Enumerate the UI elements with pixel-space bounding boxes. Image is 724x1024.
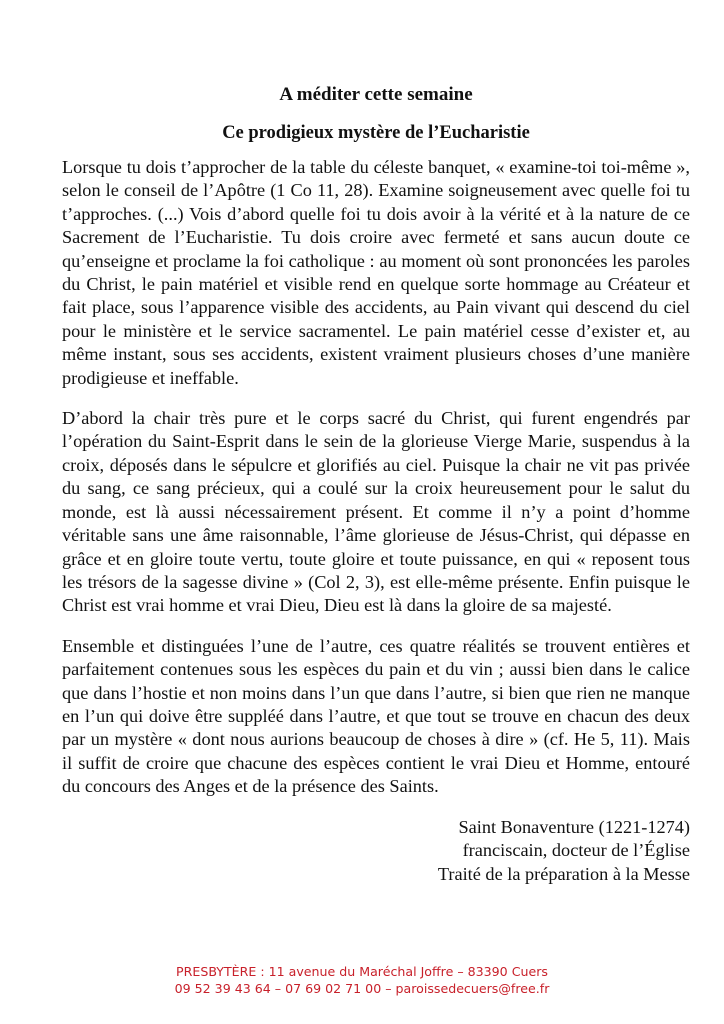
footer [0,963,724,997]
signature-block [62,816,690,887]
footer-contact: 09 52 39 43 64 – 07 69 02 71 00 – paroissedecuers@free.fr [174,981,550,996]
paragraph-1: Lorsque tu dois t’approcher de la table du céleste banquet, « examine-toi toi-même », selon le conseil de l’Apôtre (1 Co 11, 28). Examine soigneusement avec quelle foi tu t’approches. (...) Vois d’abord quelle foi tu dois avoir à la vérité et à la nature de ce Sacrement de l’Eucharistie. Tu dois croire avec fermeté et sans aucun doute ce qu’enseigne et proclame la foi catholique : au moment où sont prononcées les paroles du Christ, le pain matériel et visible rend en quelque sorte hommage au Créateur et fait place, sous l’apparence visible des accidents, au Pain vivant qui descend du ciel pour le ministère et le service sacramentel. Le pain matériel cesse d’exister et, au même instant, sous ses accidents, existent vraiment plusieurs choses d’une manière prodigieuse et ineffable. [62,157,690,388]
paragraph-2: D’abord la chair très pure et le corps sacré du Christ, qui furent engendrés par l’opération du Saint-Esprit dans le sein de la glorieuse Vierge Marie, suspendus à la croix, déposés dans le sépulcre et glorifiés au ciel. Puisque la chair ne vit pas privée du sang, ce sang précieux, qui a coulé sur la croix heureusement pour le salut du monde, est là aussi nécessairement présent. Et comme il n’y a point d’homme véritable sans une âme raisonnable, l’âme glorieuse de Jésus-Christ, qui dépasse en grâce et en gloire toute vertu, toute gloire et toute puissance, en qui « reposent tous les trésors de la sagesse divine » (Col 2, 3), est elle-même présente. Enfin puisque le Christ est vrai homme et vrai Dieu, Dieu est là dans la gloire de sa majesté. [62,408,690,616]
page-subtitle: Ce prodigieux mystère de l’Eucharistie [222,123,530,143]
paragraph-3: Ensemble et distinguées l’une de l’autre, ces quatre réalités se trouvent entières et parfaitement contenues sous les espèces du pain et du vin ; aussi bien dans le calice que dans l’hostie et non moins dans l’un que dans l’autre, si bien que rien ne manque en l’un qui doive être suppléé dans l’autre, et que tout se trouve en chacun des deux par un mystère « dont nous aurions beaucoup de choses à dire » (cf. He 5, 11). Mais il suffit de croire que chacune des espèces contient le vrai Dieu et Homme, entouré du concours des Anges et de la présence des Saints. [62,635,690,797]
signature-role: franciscain, docteur de l’Église [462,840,690,861]
signature-author: Saint Bonaventure (1221-1274) [458,816,690,837]
document-page [62,84,690,886]
footer-address: PRESBYTÈRE : 11 avenue du Maréchal Joffre – 83390 Cuers [176,964,548,979]
signature-work: Traité de la préparation à la Messe [437,863,690,884]
page-title: A méditer cette semaine [279,84,473,105]
